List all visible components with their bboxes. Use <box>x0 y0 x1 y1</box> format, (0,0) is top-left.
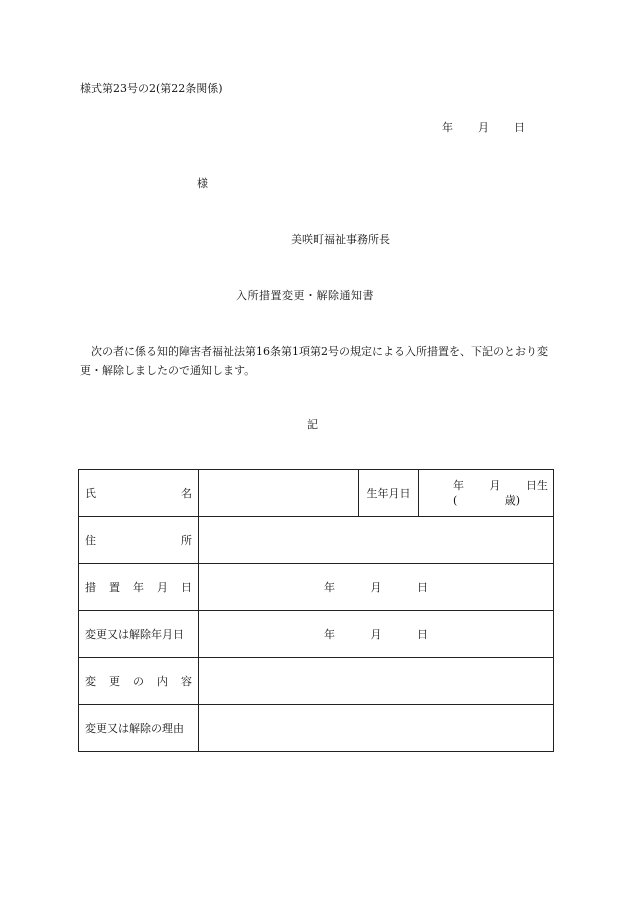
measure-date-value-cell[interactable]: 年 月 日 <box>199 564 554 611</box>
age-open-paren: ( <box>453 494 458 507</box>
age-suffix: 歳) <box>504 494 520 507</box>
change-reason-label: 変更又は解除の理由 <box>79 705 199 752</box>
birthdate-year: 年 <box>453 479 464 492</box>
ki-heading: 記 <box>307 418 318 431</box>
addressee-suffix: 様 <box>197 177 208 190</box>
change-content-label: 変 更 の 内 容 <box>79 658 199 705</box>
notice-body: 次の者に係る知的障害者福祉法第16条第1項第2号の規定による入所措置を、下記のとおり変更・解除しましたので通知します。 <box>80 345 548 377</box>
birthdate-label: 生年月日 <box>359 470 419 517</box>
table-row-measure-date <box>79 564 554 611</box>
name-value-cell[interactable] <box>199 470 359 517</box>
issue-date <box>442 119 525 135</box>
change-date-value-cell[interactable]: 年 月 日 <box>199 611 554 658</box>
change-content-value-cell[interactable] <box>199 658 554 705</box>
table-row-name <box>79 470 554 517</box>
details-table <box>78 469 554 752</box>
table-row-change-reason <box>79 705 554 752</box>
document-title: 入所措置変更・解除通知書 <box>236 289 374 302</box>
change-reason-value-cell[interactable] <box>199 705 554 752</box>
issue-date-year: 年 <box>442 121 453 134</box>
name-label: 氏 名 <box>79 470 199 517</box>
address-label: 住 所 <box>79 517 199 564</box>
address-value-cell[interactable] <box>199 517 554 564</box>
sender-title: 美咲町福祉事務所長 <box>291 233 390 246</box>
birthdate-month: 月 <box>489 479 501 492</box>
change-date-label: 変更又は解除年月日 <box>79 611 199 658</box>
table-row-change-content <box>79 658 554 705</box>
table-row-address <box>79 517 554 564</box>
table-row-change-date <box>79 611 554 658</box>
birthdate-value-cell[interactable] <box>419 470 554 517</box>
birthdate-day: 日生 <box>526 479 548 492</box>
issue-date-month: 月 <box>478 121 489 134</box>
issue-date-day: 日 <box>514 121 525 134</box>
form-number: 様式第23号の2(第22条関係) <box>80 82 223 95</box>
measure-date-label: 措 置 年 月 日 <box>79 564 199 611</box>
